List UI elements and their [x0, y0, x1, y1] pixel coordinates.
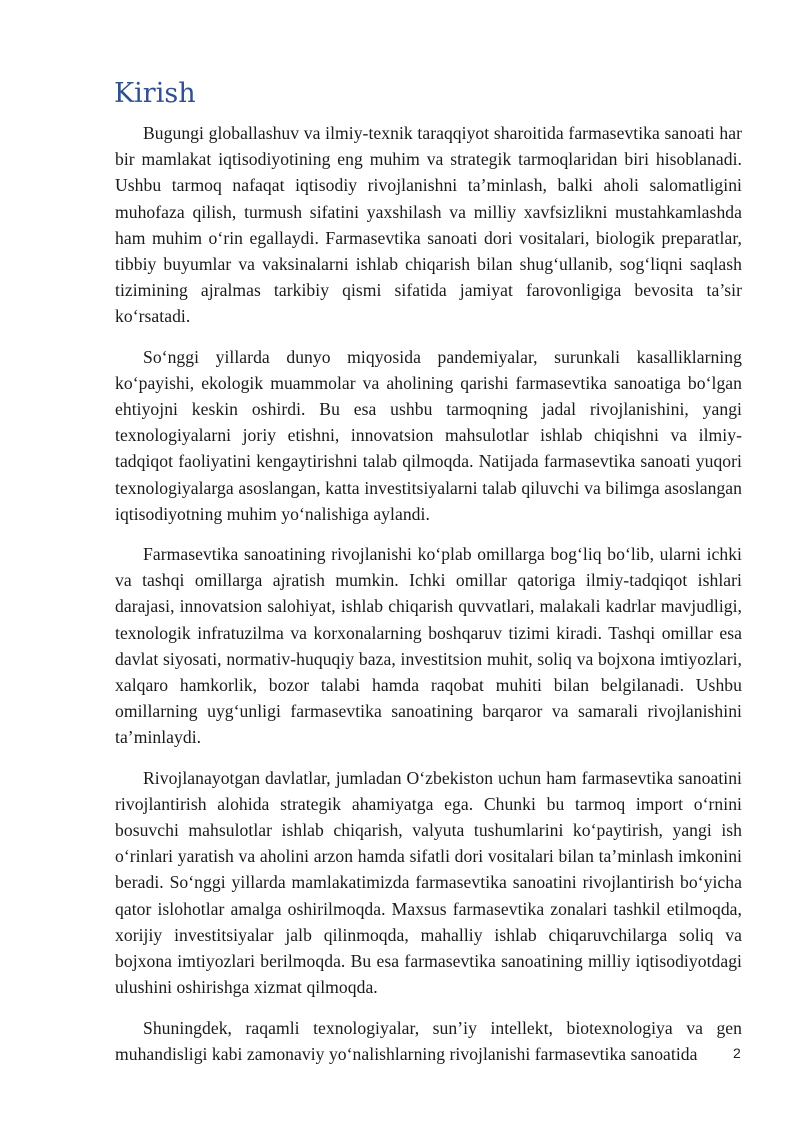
paragraph-4: Rivojlanayotgan davlatlar, jumladan O‘zbekiston uchun ham farmasevtika sanoatini rivojlantirish alohida strategik ahamiyatga ega. Chunki bu tarmoq import o‘rnini bosuvchi mahsulotlar ishlab chiqarish, valyuta tushumlarini ko‘paytirish, yangi ish o‘rinlari yaratish va aholini arzon hamda sifatli dori vositalari bilan ta’minlash imkonini beradi. So‘nggi yillarda mamlakatimizda farmasevtika sanoatini rivojlantirish bo‘yicha qator islohotlar amalga oshirilmoqda. Maxsus farmasevtika zonalari tashkil etilmoqda, xorijiy investitsiyalar jalb qilinmoqda, mahalliy ishlab chiqaruvchilarga soliq va bojxona imtiyozlari berilmoqda. Bu esa farmasevtika sanoatining milliy iqtisodiyotdagi ulushini oshirishga xizmat qilmoqda. [115, 767, 742, 998]
paragraph-1: Bugungi globallashuv va ilmiy-texnik taraqqiyot sharoitida farmasevtika sanoati har bir mamlakat iqtisodiyotining eng muhim va strategik tarmoqlaridan biri hisoblanadi. Ushbu tarmoq nafaqat iqtisodiy rivojlanishni ta’minlash, balki aholi salomatligini muhofaza qilish, turmush sifatini yaxshilash va milliy xavfsizlikni mustahkamlashda ham muhim o‘rin egallaydi. Farmasevtika sanoati dori vositalari, biologik preparatlar, tibbiy buyumlar va vaksinalarni ishlab chiqarish bilan shug‘ullanib, sog‘liqni saqlash tizimining ajralmas tarkibiy qismi sifatida jamiyat farovonligiga bevosita ta’sir ko‘rsatadi. [115, 123, 742, 327]
paragraph-3: Farmasevtika sanoatining rivojlanishi ko‘plab omillarga bog‘liq bo‘lib, ularni ichki va tashqi omillarga ajratish mumkin. Ichki omillar qatoriga ilmiy-tadqiqot ishlari darajasi, innovatsion salohiyat, ishlab chiqarish quvvatlari, malakali kadrlar mavjudligi, texnologik infratuzilma va korxonalarning boshqaruv tizimi kiradi. Tashqi omillar esa davlat siyosati, normativ-huquqiy baza, investitsion muhit, soliq va bojxona imtiyozlari, xalqaro hamkorlik, bozor talabi hamda raqobat muhiti bilan belgilanadi. Ushbu omillarning uyg‘unligi farmasevtika sanoatining barqaror va samarali rivojlanishini ta’minlaydi. [115, 544, 742, 748]
body-text [115, 120, 742, 1081]
section-heading: Kirish [114, 78, 196, 109]
paragraph-5: Shuningdek, raqamli texnologiyalar, sun’iy intellekt, biotexnologiya va gen muhandisligi kabi zamonaviy yo‘nalishlarning rivojlanishi farmasevtika sanoatida [115, 1017, 742, 1064]
page-number: 2 [733, 1045, 741, 1061]
paragraph-2: So‘nggi yillarda dunyo miqyosida pandemiyalar, surunkali kasalliklarning ko‘payishi, ekologik muammolar va aholining qarishi farmasevtika sanoatiga bo‘lgan ehtiyojni keskin oshirdi. Bu esa ushbu tarmoqning jadal rivojlanishini, yangi texnologiyalarni joriy etishni, innovatsion mahsulotlar ishlab chiqishni va ilmiy-tadqiqot faoliyatini kengaytirishni talab qilmoqda. Natijada farmasevtika sanoati yuqori texnologiyalarga asoslangan, katta investitsiyalarni talab qiluvchi va bilimga asoslangan iqtisodiyotning muhim yo‘nalishiga aylandi. [115, 346, 742, 524]
